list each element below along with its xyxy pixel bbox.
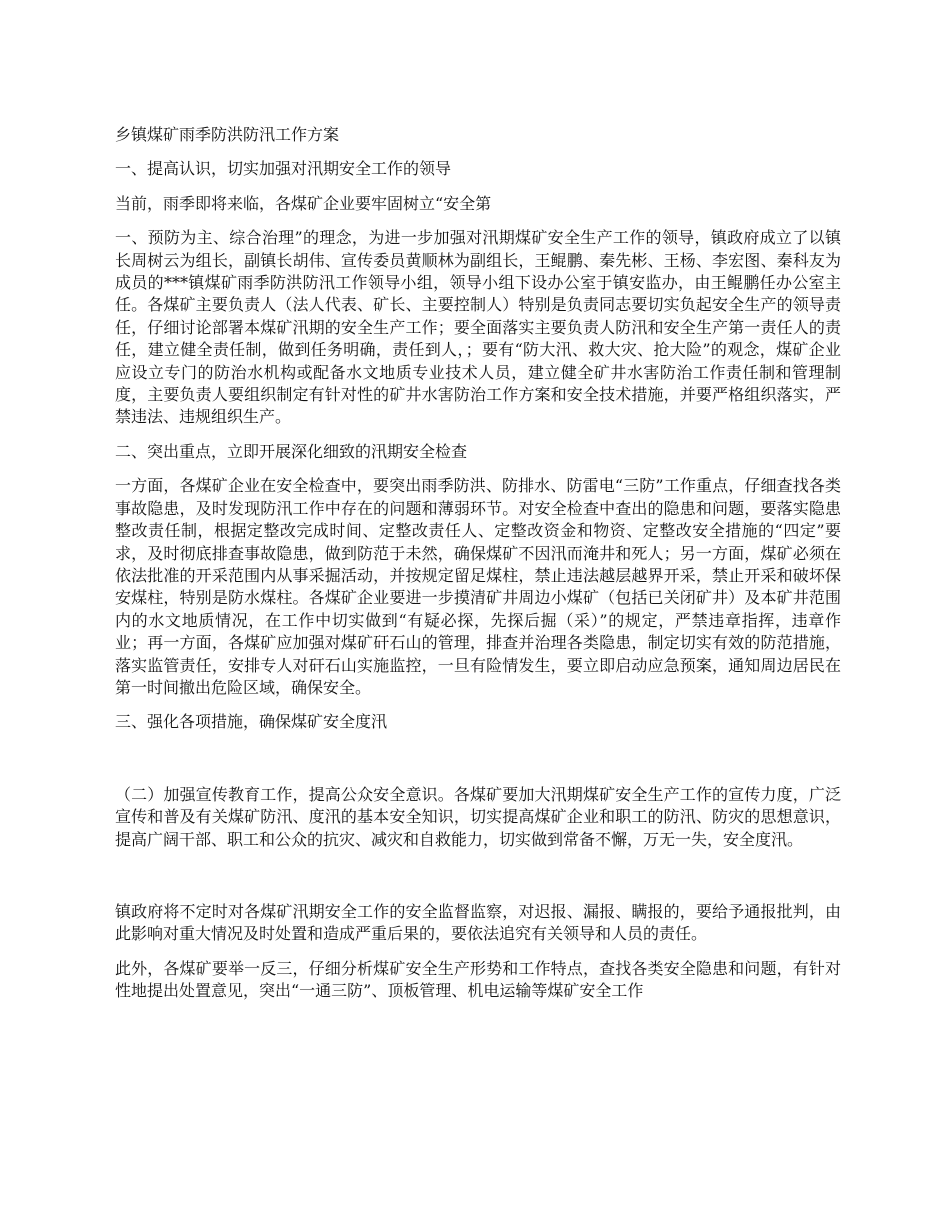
paragraph-3: 一方面，各煤矿企业在安全检查中，要突出雨季防洪、防排水、防雷电“三防”工作重点，仔细查找各类事故隐患，及时发现防汛工作中存在的问题和薄弱环节。对安全检查中查出的隐患和问题，要落实隐患整改责任制，根据定整改完成时间、定整改责任人、定整改资金和物资、定整改安全措施的“四定”要求，及时彻底排查事故隐患，做到防范于未然，确保煤矿不因汛而淹井和死人；另一方面，煤矿必须在依法批准的开采范围内从事采掘活动，并按规定留足煤柱，禁止违法越层越界开采，禁止开采和破坏保安煤柱，特别是防水煤柱。各煤矿企业要进一步摸清矿井周边小煤矿（包括已关闭矿井）及本矿井范围内的水文地质情况，在工作中切实做到“有疑必探，先探后掘（采）”的规定，严禁违章指挥，违章作业；再一方面，各煤矿应加强对煤矿矸石山的管理，排查并治理各类隐患，制定切实有效的防范措施，落实监管责任，安排专人对矸石山实施监控，一旦有险情发生，要立即启动应急预案，通知周边居民在第一时间撤出危险区域，确保安全。 <box>115 476 841 697</box>
blank-gap <box>115 746 841 784</box>
blank-gap <box>115 863 841 901</box>
paragraph-1: 当前，雨季即将来临，各煤矿企业要牢固树立“安全第 <box>115 193 492 213</box>
paragraph-6: 此外，各煤矿要举一反三，仔细分析煤矿安全生产形势和工作特点，查找各类安全隐患和问题，有针对性地提出处置意见，突出“一通三防”、顶板管理、机电运输等煤矿安全工作 <box>115 958 841 1001</box>
section-heading-3: 三、强化各项措施，确保煤矿安全度汛 <box>115 712 388 732</box>
document-title: 乡镇煤矿雨季防洪防汛工作方案 <box>115 125 340 144</box>
paragraph-2: 一、预防为主、综合治理”的理念，为进一步加强对汛期煤矿安全生产工作的领导，镇政府成立了以镇长周树云为组长，副镇长胡伟、宣传委员黄顺林为副组长，王鲲鹏、秦先彬、王杨、李宏图、秦科友为成员的***镇煤矿雨季防洪防汛工作领导小组，领导小组下设办公室于镇安监办，由王鲲鹏任办公室主任。各煤矿主要负责人（法人代表、矿长、主要控制人）特别是负责同志要切实负起安全生产的领导责任，仔细讨论部署本煤矿汛期的安全生产工作；要全面落实主要负责人防汛和安全生产第一责任人的责任，建立健全责任制，做到任务明确，责任到人，；要有“防大汛、救大灾、抢大险”的观念，煤矿企业应设立专门的防治水机构或配备水文地质专业技术人员，建立健全矿井水害防治工作责任制和管理制度，主要负责人要组织制定有针对性的矿井水害防治工作方案和安全技术措施，并要严格组织落实，严禁违法、违规组织生产。 <box>115 228 841 427</box>
section-heading-1: 一、提高认识，切实加强对汛期安全工作的领导 <box>115 159 452 179</box>
document-page <box>115 124 841 1015</box>
section-heading-2: 二、突出重点，立即开展深化细致的汛期安全检查 <box>115 441 468 461</box>
paragraph-5: 镇政府将不定时对各煤矿汛期安全工作的安全监督监察，对迟报、漏报、瞒报的，要给予通报批判，由此影响对重大情况及时处置和造成严重后果的，要依法追究有关领导和人员的责任。 <box>115 901 841 944</box>
paragraph-4: （二）加强宣传教育工作，提高公众安全意识。各煤矿要加大汛期煤矿安全生产工作的宣传力度，广泛宣传和普及有关煤矿防汛、度汛的基本安全知识，切实提高煤矿企业和职工的防汛、防灾的思想意识，提高广阔干部、职工和公众的抗灾、减灾和自救能力，切实做到常备不懈，万无一失，安全度汛。 <box>115 784 841 849</box>
